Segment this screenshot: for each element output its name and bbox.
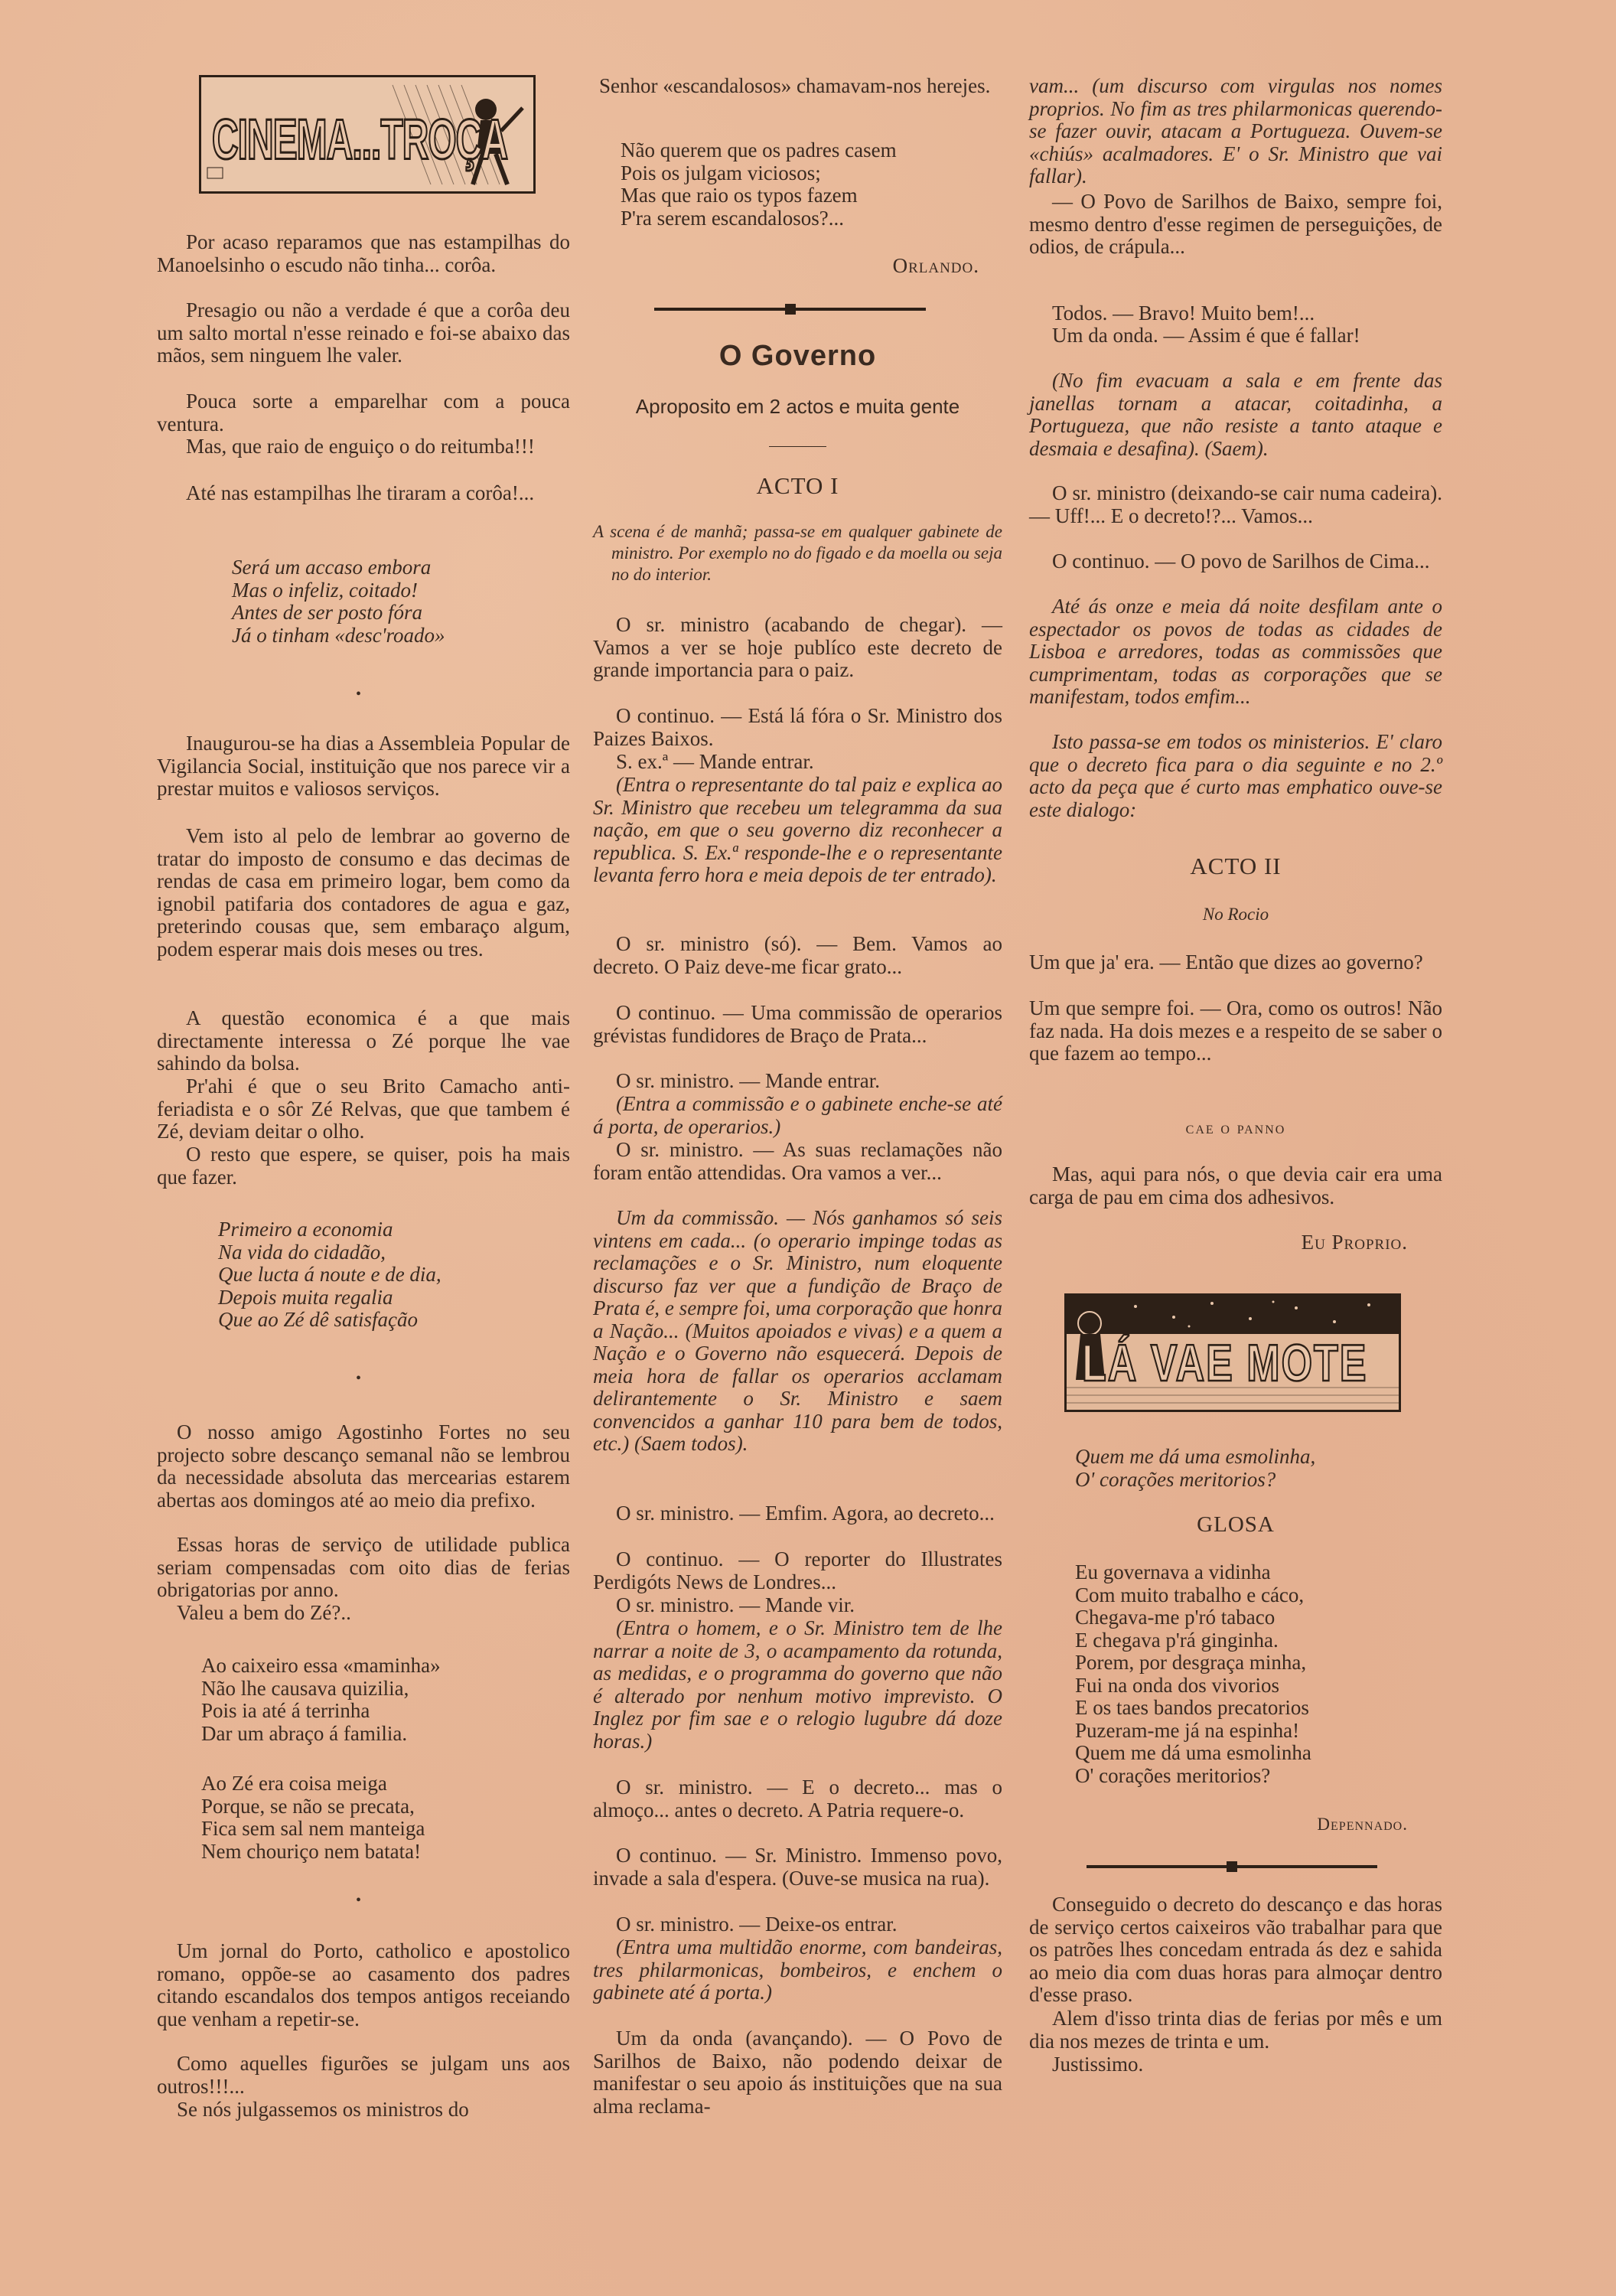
cinema-banner-title: CINEMA...TROÇA bbox=[212, 109, 507, 172]
col3-para-8: Até ás onze e meia dá noite desfilam ante o espectador os povos de todas as cidades de Lisboa e arredores, todas as commissões que cumprimentam, todas as corporações que se manifestam, todos emfim... bbox=[1029, 595, 1448, 708]
col2-dialogue-7: O sr. ministro. — Mande entrar. bbox=[616, 1069, 880, 1092]
col1-separator-3: • bbox=[356, 1892, 362, 1909]
col2-dialogue-14: (Entra o homem, e o Sr. Ministro tem de lhe narrar a noite de 3, o acampamento da rotunda, as medidas, e o programma do governo que não é alterado por nenhum motivo imprevisto. O Inglez por fim sae e o relogio lugubre dá doze horas.) bbox=[593, 1616, 1008, 1753]
col3-para-5: (No fim evacuam a sala e em frente das janellas tornam a atacar, coitadinha, a Portugueza, que não resiste a tanto ataque e desmaia e desafina). (Saem). bbox=[1029, 369, 1448, 460]
col1-verse-2: Primeiro a economia Na vida do cidadão, Que lucta á noute e de dia, Depois muita regalia Que ao Zé dê satisfação bbox=[218, 1218, 441, 1331]
col3-para-3: Todos. — Bravo! Muito bem!... bbox=[1052, 302, 1315, 325]
col2-dialogue-6: O continuo. — Uma commissão de operarios grévistas fundidores de Braço de Prata... bbox=[593, 1001, 1008, 1047]
col1-para-13: Valeu a bem do Zé?.. bbox=[177, 1601, 351, 1624]
col3-divider bbox=[1087, 1865, 1377, 1868]
la-vae-mote-banner bbox=[1064, 1293, 1401, 1412]
mote-verse: Quem me dá uma esmolinha, O' corações meritorios? bbox=[1075, 1445, 1316, 1491]
col1-para-7: Vem isto al pelo de lembrar ao governo de tratar do imposto de consumo e das decimas de rendas de casa em primeiro logar, bem como da ignobil patifaria dos contadores de agua e gaz, preterindo cousas que, sem embaraço algum, podem esperar mais dois meses ou tres. bbox=[157, 824, 575, 960]
col1-para-1: Por acaso reparamos que nas estampilhas do Manoelsinho o escudo não tinha... corôa. bbox=[157, 230, 575, 276]
col2-dialogue-11: O sr. ministro. — Emfim. Agora, ao decreto... bbox=[616, 1502, 995, 1525]
acto-2-place: No Rocio bbox=[1202, 905, 1269, 924]
col3-para-6: O sr. ministro (deixando-se cair numa cadeira). — Uff!... E o decreto!?... Vamos... bbox=[1029, 481, 1448, 527]
col1-separator-1: • bbox=[356, 686, 362, 703]
col2-dialogue-8: (Entra a commissão e o gabinete enche-se até á porta, de operarios.) bbox=[593, 1092, 1008, 1138]
col2-divider-1 bbox=[654, 308, 926, 311]
col1-para-11: O nosso amigo Agostinho Fortes no seu projecto sobre descanço semanal não se lembrou da necessidade absoluta das mercearias estarem abertas aos domingos até ao meio dia prefixo. bbox=[157, 1420, 575, 1512]
col2-dialogue-18: (Entra uma multidão enorme, com bandeiras, tres philarmonicas, bombeiros, e enchem o gabinete até á porta.) bbox=[593, 1936, 1008, 2004]
col3-para-7: O continuo. — O povo de Sarilhos de Cima... bbox=[1052, 550, 1430, 572]
col3-para-14: Alem d'isso trinta dias de ferias por mês e um dia nos mezes de trinta e um. bbox=[1029, 2007, 1448, 2053]
col2-verse-1: Não querem que os padres casem Pois os julgam viciosos; Mas que raio os typos fazem P'ra serem escandalosos?... bbox=[621, 139, 897, 230]
col2-dialogue-19: Um da onda (avançando). — O Povo de Sarilhos de Baixo, não podendo deixar de manifestar o seu apoio ás instituições que na sua alma reclama- bbox=[593, 2027, 1008, 2118]
acto-2-heading: ACTO II bbox=[1190, 853, 1282, 879]
col2-dialogue-15: O sr. ministro. — E o decreto... mas o almoço... antes o decreto. A Patria requere-o. bbox=[593, 1776, 1008, 1821]
col1-para-12: Essas horas de serviço de utilidade publica seriam compensadas com oito dias de ferias obrigatorias por anno. bbox=[157, 1533, 575, 1601]
governo-subtitle: Aproposito em 2 actos e muita gente bbox=[635, 395, 960, 418]
col3-para-12: Mas, aqui para nós, o que devia cair era uma carga de pau em cima dos adhesivos. bbox=[1029, 1163, 1448, 1208]
col1-para-8: A questão economica é a que mais directamente interessa o Zé porque lhe vae sahindo da bolsa. bbox=[157, 1006, 575, 1075]
col3-signature-depennado: Depennado. bbox=[1317, 1815, 1408, 1834]
col2-dialogue-13: O sr. ministro. — Mande vir. bbox=[616, 1593, 855, 1616]
col2-dialogue-3: S. ex.ª — Mande entrar. bbox=[616, 750, 814, 773]
col1-para-14: Um jornal do Porto, catholico e apostolico romano, oppõe-se ao casamento dos padres citando escandalos dos tempos antigos receiando que venham a repetir-se. bbox=[157, 1939, 575, 2030]
col3-para-13: Conseguido o decreto do descanço e das horas de serviço certos caixeiros vão trabalhar para que os patrões lhes concedam entrada ás dez e sahida ao meio dia com duas horas para almoçar dentro d'esse praso. bbox=[1029, 1893, 1448, 2006]
col3-para-9: Isto passa-se em todos os ministerios. E' claro que o decreto fica para o dia seguinte e no 2.º acto da peça que é curto mas emphatico ouve-se este dialogo: bbox=[1029, 730, 1448, 821]
col3-para-2: — O Povo de Sarilhos de Baixo, sempre foi, mesmo dentro d'esse regimen de perseguições, de odios, de crápula... bbox=[1029, 190, 1448, 258]
col1-para-9: Pr'ahi é que o seu Brito Camacho anti-feriadista e o sôr Zé Relvas, que que tambem é Zé, deviam deitar o olho. bbox=[157, 1075, 575, 1143]
col2-dialogue-5: O sr. ministro (só). — Bem. Vamos ao decreto. O Paiz deve-me ficar grato... bbox=[593, 932, 1008, 978]
col3-para-1: vam... (um discurso com virgulas nos nomes proprios. No fim as tres philarmonicas querendo-se fazer ouvir, atacam a Portugueza. Ouvem-se «chiús» acalmadores. E' o Sr. Ministro que vai fallar). bbox=[1029, 74, 1448, 188]
col2-dialogue-2: O continuo. — Está lá fóra o Sr. Ministro dos Paizes Baixos. bbox=[593, 704, 1008, 750]
col1-para-4: Mas, que raio de enguiço o do reitumba!!! bbox=[186, 435, 535, 458]
col2-dialogue-12: O continuo. — O reporter do Illustrates Perdigóts News de Londres... bbox=[593, 1548, 1008, 1593]
col1-para-3: Pouca sorte a emparelhar com a pouca ventura. bbox=[157, 390, 575, 435]
col2-dialogue-10: Um da commissão. — Nós ganhamos só seis vintens em cada... (o operario impinge todas as reclamações e o Sr. Ministro, num eloquente discurso faz ver que a fundição de Braço de Prata é, e sempre foi, uma corporação que honra a Nação... (Muitos apoiados e vivas) e a quem a Nação e o Governo não esquecerá. Depois de meia hora de fallar os operarios acclamam delirantemente o Sr. Ministro e saem convencidos a ganhar 110 para bem de todos, etc.) (Saem todos). bbox=[593, 1206, 1008, 1455]
col1-para-10: O resto que espere, se quiser, pois ha mais que fazer. bbox=[157, 1143, 575, 1189]
col3-para-10: Um que ja' era. — Então que dizes ao governo? bbox=[1029, 951, 1423, 974]
col3-signature-eu-proprio: Eu Proprio. bbox=[1301, 1231, 1408, 1254]
col1-para-5: Até nas estampilhas lhe tiraram a corôa!... bbox=[186, 481, 535, 504]
cae-o-panno: cae o panno bbox=[1185, 1118, 1286, 1137]
col1-para-16: Se nós julgassemos os ministros do bbox=[177, 2098, 469, 2121]
acto-1-stage-direction: A scena é de manhã; passa-se em qualquer gabinete de ministro. Por exemplo no do figado e da moella ou seja no do interior. bbox=[593, 522, 1007, 584]
col2-signature-orlando: Orlando. bbox=[892, 254, 979, 277]
col2-dialogue-9: O sr. ministro. — As suas reclamações não foram então attendidas. Ora vamos a ver... bbox=[593, 1138, 1008, 1184]
la-vae-mote-title: LÁ VAE MOTE bbox=[1082, 1335, 1368, 1393]
col2-dialogue-4: (Entra o representante do tal paiz e explica ao Sr. Ministro que recebeu um telegramma da sua nação, em que o seu governo diz reconhecer a republica. S. Ex.ª responde-lhe e o representante levanta ferro hora e meia depois de ter entrado). bbox=[593, 773, 1008, 886]
col2-dialogue-17: O sr. ministro. — Deixe-os entrar. bbox=[616, 1913, 898, 1936]
col1-verse-4: Ao Zé era coisa meiga Porque, se não se precata, Fica sem sal nem manteiga Nem chouriço nem batata! bbox=[201, 1772, 425, 1863]
governo-title: O Governo bbox=[718, 340, 877, 372]
col2-dialogue-1: O sr. ministro (acabando de chegar). — Vamos a ver se hoje publíco este decreto de grande importancia para o paiz. bbox=[593, 613, 1008, 681]
glosa-verse: Eu governava a vidinha Com muito trabalho e cáco, Chegava-me p'ró tabaco E chegava p'rá ginginha. Porem, por desgraça minha, Fui na onda dos vivorios E os taes bandos precatorios Puzeram-me já na espinha! Quem me dá uma esmolinha O' corações meritorios? bbox=[1075, 1561, 1311, 1787]
glosa-heading: GLOSA bbox=[1197, 1512, 1275, 1537]
col3-para-15: Justissimo. bbox=[1052, 2053, 1144, 2076]
col2-short-rule bbox=[769, 446, 826, 447]
col2-para-1: Senhor «escandalosos» chamavam-nos herejes. bbox=[599, 74, 991, 97]
col1-para-2: Presagio ou não a verdade é que a corôa deu um salto mortal n'esse reinado e foi-se abaixo das mãos, sem ninguem lhe valer. bbox=[157, 298, 575, 367]
cinema-troca-banner bbox=[199, 75, 536, 194]
col1-verse-3: Ao caixeiro essa «maminha» Não lhe causava quizilia, Pois ia até á terrinha Dar um abraço á familia. bbox=[201, 1654, 441, 1745]
col1-verse-1: Será um accaso embora Mas o infeliz, coitado! Antes de ser posto fóra Já o tinham «desc'roado» bbox=[232, 556, 445, 647]
acto-1-heading: ACTO I bbox=[756, 472, 839, 499]
col3-para-11: Um que sempre foi. — Ora, como os outros! Não faz nada. Ha dois mezes e a respeito de se saber o que fazem ao tempo... bbox=[1029, 996, 1448, 1065]
col3-para-4: Um da onda. — Assim é que é fallar! bbox=[1052, 324, 1360, 347]
col2-dialogue-16: O continuo. — Sr. Ministro. Immenso povo, invade a sala d'espera. (Ouve-se musica na rua). bbox=[593, 1844, 1008, 1890]
col1-para-15: Como aquelles figurões se julgam uns aos outros!!!... bbox=[157, 2052, 575, 2098]
col1-separator-2: • bbox=[356, 1370, 362, 1387]
col1-para-6: Inaugurou-se ha dias a Assembleia Popular de Vigilancia Social, instituição que nos parece vir a prestar muitos e valiosos serviços. bbox=[157, 732, 575, 800]
